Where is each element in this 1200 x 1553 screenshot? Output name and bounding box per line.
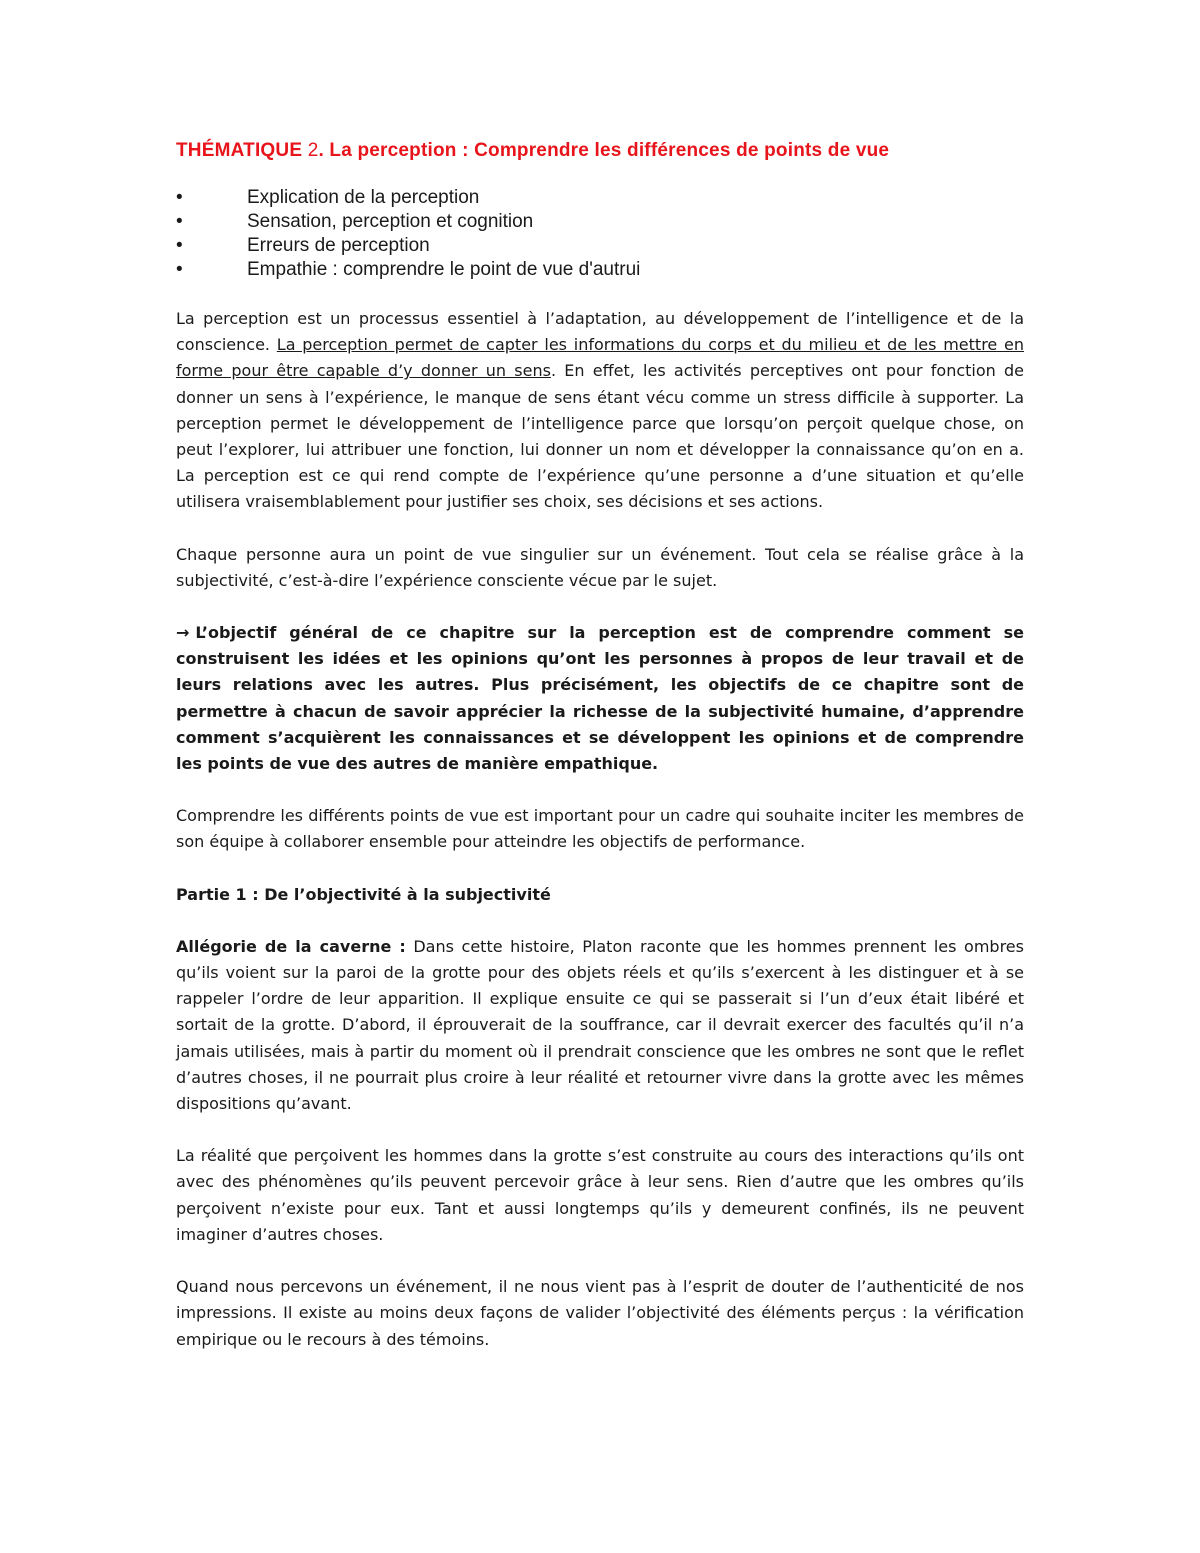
bullet-icon: • <box>176 211 183 232</box>
arrow-right-icon: → <box>176 623 190 643</box>
paragraph-perception <box>176 306 1024 516</box>
allegory-lead: Allégorie de la caverne : <box>176 936 406 956</box>
paragraph-reality: La réalité que perçoivent les hommes dans la grotte s’est construite au cours des interactions qu’ils ont avec des phénomènes qu’ils peuvent percevoir grâce à leur sens. Rien d’autre que les ombres qu’ils perçoivent n’existe pour eux. Tant et aussi longtemps qu’ils y demeurent confinés, ils ne peuvent imaginer d’autres choses. <box>176 1146 1024 1244</box>
list-item <box>176 186 1024 210</box>
topic-label: Explication de la perception <box>247 187 480 208</box>
section-heading: Partie 1 : De l’objectivité à la subjectivité <box>176 884 551 904</box>
bullet-icon: • <box>176 187 183 208</box>
paragraph-text: Dans cette histoire, Platon raconte que les hommes prennent les ombres qu’ils voient sur la paroi de la grotte pour des objets réels et qu’ils s’exercent à les distinguer et à se rappeler l’ordre de leur apparition. Il explique ensuite ce qui se passerait si l’un d’eux était libéré et sortait de la grotte. D’abord, il éprouverait de la souffrance, car il devrait exercer des facultés qu’il n’a jamais utilisées, mais à partir du moment où il prendrait conscience que les ombres ne sont que le reflet d’autres choses, il ne pourrait plus croire à leur réalité et retourner vivre dans la grotte avec les mêmes dispositions qu’avant. <box>176 936 1024 1114</box>
document-title <box>176 140 1024 162</box>
topic-list <box>176 186 1024 282</box>
paragraph-objective <box>176 620 1024 777</box>
title-rest: . La perception : Comprendre les différences de points de vue <box>318 140 890 161</box>
paragraph-subjectivity: Chaque personne aura un point de vue singulier sur un événement. Tout cela se réalise grâce à la subjectivité, c’est-à-dire l’expérience consciente vécue par le sujet. <box>176 544 1024 590</box>
paragraph-text: La perception est un processus essentiel à l’adaptation, au développement de l’intelligence et de la conscience. <box>176 309 1024 355</box>
list-item <box>176 234 1024 258</box>
title-number: 2 <box>307 140 319 161</box>
list-item <box>176 258 1024 282</box>
paragraph-text: L’objectif général de ce chapitre sur la perception est de comprendre comment se construisent les idées et les opinions qu’ont les personnes à propos de leur travail et de leurs relations avec les autres. Plus précisément, les objectifs de ce chapitre sont de permettre à chacun de savoir apprécier la richesse de la subjectivité humaine, d’apprendre comment s’acquièrent les connaissances et se développent les opinions et de comprendre les points de vue des autres de manière empathique. <box>176 623 1024 774</box>
paragraph-validation: Quand nous percevons un événement, il ne nous vient pas à l’esprit de douter de l’authenticité de nos impressions. Il existe au moins deux façons de valider l’objectivité des éléments perçus : la vérification empirique ou le recours à des témoins. <box>176 1277 1024 1349</box>
topic-label: Erreurs de perception <box>247 235 430 256</box>
paragraph-text: . En effet, les activités perceptives ont pour fonction de donner un sens à l’expérience, le manque de sens étant vécu comme un stress difficile à supporter. La perception permet le développement de l’intelligence parce que lorsqu’on perçoit quelque chose, on peut l’explorer, lui attribuer une fonction, lui donner un nom et développer la connaissance qu’on en a. La perception est ce qui rend compte de l’expérience qu’une personne a d’une situation et qu’elle utilisera vraisemblablement pour justifier ses choix, ses décisions et ses actions. <box>176 361 1025 512</box>
document-page <box>176 140 1024 1379</box>
list-item <box>176 210 1024 234</box>
paragraph-importance: Comprendre les différents points de vue est important pour un cadre qui souhaite inciter les membres de son équipe à collaborer ensemble pour atteindre les objectifs de performance. <box>176 806 1024 852</box>
topic-label: Empathie : comprendre le point de vue d'autrui <box>247 259 641 280</box>
title-prefix: THÉMATIQUE <box>176 140 308 161</box>
underlined-definition: La perception permet de capter les informations du corps et du milieu et de les mettre en forme pour être capable d’y donner un sens <box>176 335 1024 381</box>
paragraph-allegory <box>176 934 1024 1117</box>
bullet-icon: • <box>176 259 183 280</box>
bullet-icon: • <box>176 235 183 256</box>
topic-label: Sensation, perception et cognition <box>247 211 534 232</box>
